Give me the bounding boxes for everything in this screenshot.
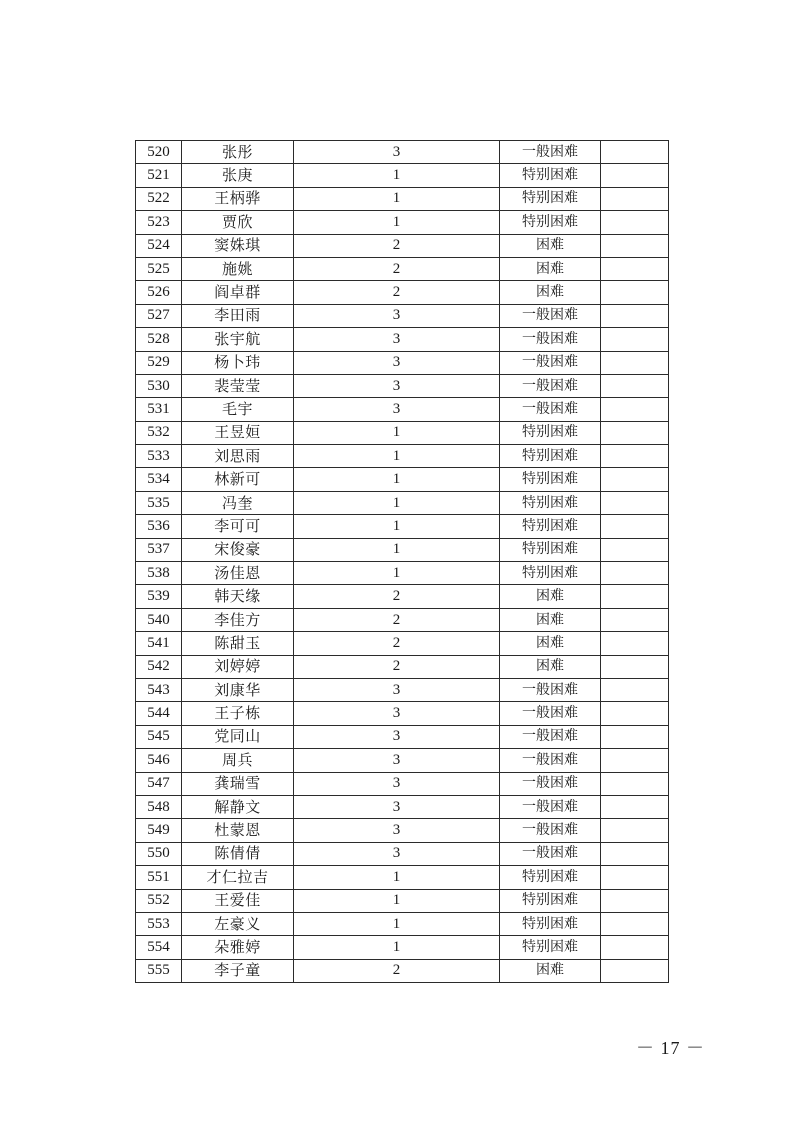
remarks-cell: [601, 819, 669, 842]
page-number: － 17 －: [636, 1038, 705, 1058]
grade-cell: 3: [294, 819, 500, 842]
student-name-cell: 韩天缘: [182, 585, 294, 608]
table-row: [136, 445, 669, 468]
difficulty-level-cell: 特别困难: [500, 866, 601, 889]
student-name-cell: 刘康华: [182, 678, 294, 701]
row-number-cell: 554: [136, 936, 182, 959]
table-row: [136, 936, 669, 959]
difficulty-level-cell: 一般困难: [500, 795, 601, 818]
difficulty-level-cell: 困难: [500, 281, 601, 304]
row-number-cell: 528: [136, 328, 182, 351]
row-number-cell: 531: [136, 398, 182, 421]
table-row: [136, 257, 669, 280]
remarks-cell: [601, 281, 669, 304]
remarks-cell: [601, 585, 669, 608]
difficulty-level-cell: 困难: [500, 632, 601, 655]
row-number-cell: 521: [136, 164, 182, 187]
remarks-cell: [601, 328, 669, 351]
table-row: [136, 608, 669, 631]
remarks-cell: [601, 351, 669, 374]
grade-cell: 1: [294, 164, 500, 187]
remarks-cell: [601, 234, 669, 257]
table-row: [136, 959, 669, 982]
grade-cell: 3: [294, 328, 500, 351]
difficulty-level-cell: 特别困难: [500, 445, 601, 468]
difficulty-level-cell: 困难: [500, 655, 601, 678]
row-number-cell: 553: [136, 912, 182, 935]
table-row: [136, 842, 669, 865]
grade-cell: 2: [294, 281, 500, 304]
grade-cell: 2: [294, 234, 500, 257]
student-name-cell: 李可可: [182, 515, 294, 538]
student-name-cell: 龚瑞雪: [182, 772, 294, 795]
difficulty-level-cell: 困难: [500, 608, 601, 631]
grade-cell: 3: [294, 702, 500, 725]
table-row: [136, 234, 669, 257]
table-row: [136, 866, 669, 889]
table-row: [136, 538, 669, 561]
student-name-cell: 王爱佳: [182, 889, 294, 912]
grade-cell: 3: [294, 398, 500, 421]
student-name-cell: 王昱姮: [182, 421, 294, 444]
row-number-cell: 541: [136, 632, 182, 655]
remarks-cell: [601, 866, 669, 889]
remarks-cell: [601, 187, 669, 210]
grade-cell: 3: [294, 304, 500, 327]
student-name-cell: 李田雨: [182, 304, 294, 327]
table-row: [136, 211, 669, 234]
student-name-cell: 刘婷婷: [182, 655, 294, 678]
row-number-cell: 523: [136, 211, 182, 234]
table-row: [136, 632, 669, 655]
table-row: [136, 374, 669, 397]
row-number-cell: 549: [136, 819, 182, 842]
table-row: [136, 889, 669, 912]
row-number-cell: 555: [136, 959, 182, 982]
table-row: [136, 585, 669, 608]
remarks-cell: [601, 515, 669, 538]
difficulty-level-cell: 一般困难: [500, 328, 601, 351]
difficulty-level-cell: 特别困难: [500, 562, 601, 585]
table-row: [136, 819, 669, 842]
grade-cell: 3: [294, 772, 500, 795]
row-number-cell: 551: [136, 866, 182, 889]
grade-cell: 1: [294, 515, 500, 538]
table-row: [136, 678, 669, 701]
grade-cell: 2: [294, 257, 500, 280]
row-number-cell: 530: [136, 374, 182, 397]
grade-cell: 3: [294, 141, 500, 164]
grade-cell: 1: [294, 562, 500, 585]
table-row: [136, 187, 669, 210]
student-name-cell: 杨卜玮: [182, 351, 294, 374]
grade-cell: 3: [294, 795, 500, 818]
row-number-cell: 526: [136, 281, 182, 304]
grade-cell: 1: [294, 421, 500, 444]
difficulty-level-cell: 特别困难: [500, 421, 601, 444]
remarks-cell: [601, 912, 669, 935]
student-name-cell: 王柄骅: [182, 187, 294, 210]
remarks-cell: [601, 164, 669, 187]
difficulty-level-cell: 困难: [500, 234, 601, 257]
difficulty-level-cell: 特别困难: [500, 515, 601, 538]
student-name-cell: 左豪义: [182, 912, 294, 935]
row-number-cell: 534: [136, 468, 182, 491]
table-row: [136, 141, 669, 164]
student-name-cell: 张庚: [182, 164, 294, 187]
grade-cell: 1: [294, 912, 500, 935]
table-row: [136, 351, 669, 374]
difficulty-level-cell: 一般困难: [500, 702, 601, 725]
remarks-cell: [601, 421, 669, 444]
table-row: [136, 491, 669, 514]
difficulty-level-cell: 特别困难: [500, 889, 601, 912]
remarks-cell: [601, 889, 669, 912]
remarks-cell: [601, 257, 669, 280]
grade-cell: 1: [294, 187, 500, 210]
difficulty-level-cell: 特别困难: [500, 468, 601, 491]
grade-cell: 2: [294, 608, 500, 631]
grade-cell: 3: [294, 374, 500, 397]
student-name-cell: 陈倩倩: [182, 842, 294, 865]
row-number-cell: 550: [136, 842, 182, 865]
student-name-cell: 周兵: [182, 749, 294, 772]
row-number-cell: 552: [136, 889, 182, 912]
difficulty-level-cell: 特别困难: [500, 211, 601, 234]
row-number-cell: 525: [136, 257, 182, 280]
student-name-cell: 林新可: [182, 468, 294, 491]
table-row: [136, 398, 669, 421]
remarks-cell: [601, 678, 669, 701]
student-name-cell: 陈甜玉: [182, 632, 294, 655]
row-number-cell: 533: [136, 445, 182, 468]
student-roster-table: [135, 140, 669, 983]
student-name-cell: 朵雅婷: [182, 936, 294, 959]
student-name-cell: 李子童: [182, 959, 294, 982]
row-number-cell: 545: [136, 725, 182, 748]
student-name-cell: 裴莹莹: [182, 374, 294, 397]
row-number-cell: 543: [136, 678, 182, 701]
difficulty-level-cell: 特别困难: [500, 538, 601, 561]
grade-cell: 3: [294, 678, 500, 701]
grade-cell: 1: [294, 491, 500, 514]
difficulty-level-cell: 一般困难: [500, 374, 601, 397]
table-row: [136, 328, 669, 351]
student-name-cell: 才仁拉吉: [182, 866, 294, 889]
student-name-cell: 张彤: [182, 141, 294, 164]
remarks-cell: [601, 491, 669, 514]
student-name-cell: 王子栋: [182, 702, 294, 725]
table-row: [136, 164, 669, 187]
difficulty-level-cell: 特别困难: [500, 187, 601, 210]
grade-cell: 2: [294, 655, 500, 678]
student-name-cell: 宋俊豪: [182, 538, 294, 561]
remarks-cell: [601, 398, 669, 421]
grade-cell: 2: [294, 585, 500, 608]
difficulty-level-cell: 困难: [500, 959, 601, 982]
row-number-cell: 539: [136, 585, 182, 608]
difficulty-level-cell: 一般困难: [500, 398, 601, 421]
grade-cell: 1: [294, 211, 500, 234]
table-row: [136, 304, 669, 327]
remarks-cell: [601, 211, 669, 234]
grade-cell: 1: [294, 889, 500, 912]
difficulty-level-cell: 一般困难: [500, 304, 601, 327]
grade-cell: 1: [294, 538, 500, 561]
student-name-cell: 阎卓群: [182, 281, 294, 304]
remarks-cell: [601, 304, 669, 327]
row-number-cell: 540: [136, 608, 182, 631]
difficulty-level-cell: 一般困难: [500, 819, 601, 842]
table-row: [136, 795, 669, 818]
student-name-cell: 汤佳恩: [182, 562, 294, 585]
row-number-cell: 524: [136, 234, 182, 257]
remarks-cell: [601, 445, 669, 468]
grade-cell: 1: [294, 936, 500, 959]
row-number-cell: 532: [136, 421, 182, 444]
grade-cell: 1: [294, 445, 500, 468]
table-row: [136, 912, 669, 935]
difficulty-level-cell: 特别困难: [500, 491, 601, 514]
difficulty-level-cell: 一般困难: [500, 351, 601, 374]
grade-cell: 3: [294, 351, 500, 374]
student-name-cell: 解静文: [182, 795, 294, 818]
difficulty-level-cell: 一般困难: [500, 678, 601, 701]
remarks-cell: [601, 141, 669, 164]
table-row: [136, 515, 669, 538]
student-name-cell: 窦姝琪: [182, 234, 294, 257]
student-name-cell: 贾欣: [182, 211, 294, 234]
grade-cell: 3: [294, 842, 500, 865]
remarks-cell: [601, 842, 669, 865]
row-number-cell: 548: [136, 795, 182, 818]
student-name-cell: 冯奎: [182, 491, 294, 514]
roster-table-body: [136, 141, 669, 983]
grade-cell: 2: [294, 632, 500, 655]
table-row: [136, 655, 669, 678]
grade-cell: 3: [294, 749, 500, 772]
table-row: [136, 749, 669, 772]
row-number-cell: 522: [136, 187, 182, 210]
row-number-cell: 537: [136, 538, 182, 561]
row-number-cell: 536: [136, 515, 182, 538]
remarks-cell: [601, 702, 669, 725]
remarks-cell: [601, 562, 669, 585]
row-number-cell: 544: [136, 702, 182, 725]
remarks-cell: [601, 959, 669, 982]
difficulty-level-cell: 一般困难: [500, 725, 601, 748]
difficulty-level-cell: 特别困难: [500, 936, 601, 959]
difficulty-level-cell: 困难: [500, 585, 601, 608]
table-row: [136, 421, 669, 444]
remarks-cell: [601, 725, 669, 748]
table-row: [136, 725, 669, 748]
table-row: [136, 468, 669, 491]
student-name-cell: 施姚: [182, 257, 294, 280]
difficulty-level-cell: 一般困难: [500, 842, 601, 865]
student-name-cell: 张宇航: [182, 328, 294, 351]
student-name-cell: 刘思雨: [182, 445, 294, 468]
remarks-cell: [601, 538, 669, 561]
grade-cell: 3: [294, 725, 500, 748]
difficulty-level-cell: 一般困难: [500, 772, 601, 795]
remarks-cell: [601, 632, 669, 655]
remarks-cell: [601, 468, 669, 491]
row-number-cell: 527: [136, 304, 182, 327]
difficulty-level-cell: 困难: [500, 257, 601, 280]
row-number-cell: 542: [136, 655, 182, 678]
table-row: [136, 702, 669, 725]
remarks-cell: [601, 374, 669, 397]
table-row: [136, 562, 669, 585]
student-name-cell: 党同山: [182, 725, 294, 748]
row-number-cell: 546: [136, 749, 182, 772]
difficulty-level-cell: 一般困难: [500, 141, 601, 164]
remarks-cell: [601, 772, 669, 795]
table-row: [136, 281, 669, 304]
row-number-cell: 520: [136, 141, 182, 164]
remarks-cell: [601, 655, 669, 678]
remarks-cell: [601, 795, 669, 818]
remarks-cell: [601, 608, 669, 631]
row-number-cell: 547: [136, 772, 182, 795]
table-row: [136, 772, 669, 795]
remarks-cell: [601, 936, 669, 959]
student-name-cell: 杜蒙恩: [182, 819, 294, 842]
remarks-cell: [601, 749, 669, 772]
student-name-cell: 李佳方: [182, 608, 294, 631]
grade-cell: 1: [294, 866, 500, 889]
student-name-cell: 毛宇: [182, 398, 294, 421]
difficulty-level-cell: 一般困难: [500, 749, 601, 772]
row-number-cell: 538: [136, 562, 182, 585]
grade-cell: 2: [294, 959, 500, 982]
row-number-cell: 529: [136, 351, 182, 374]
difficulty-level-cell: 特别困难: [500, 912, 601, 935]
difficulty-level-cell: 特别困难: [500, 164, 601, 187]
grade-cell: 1: [294, 468, 500, 491]
row-number-cell: 535: [136, 491, 182, 514]
